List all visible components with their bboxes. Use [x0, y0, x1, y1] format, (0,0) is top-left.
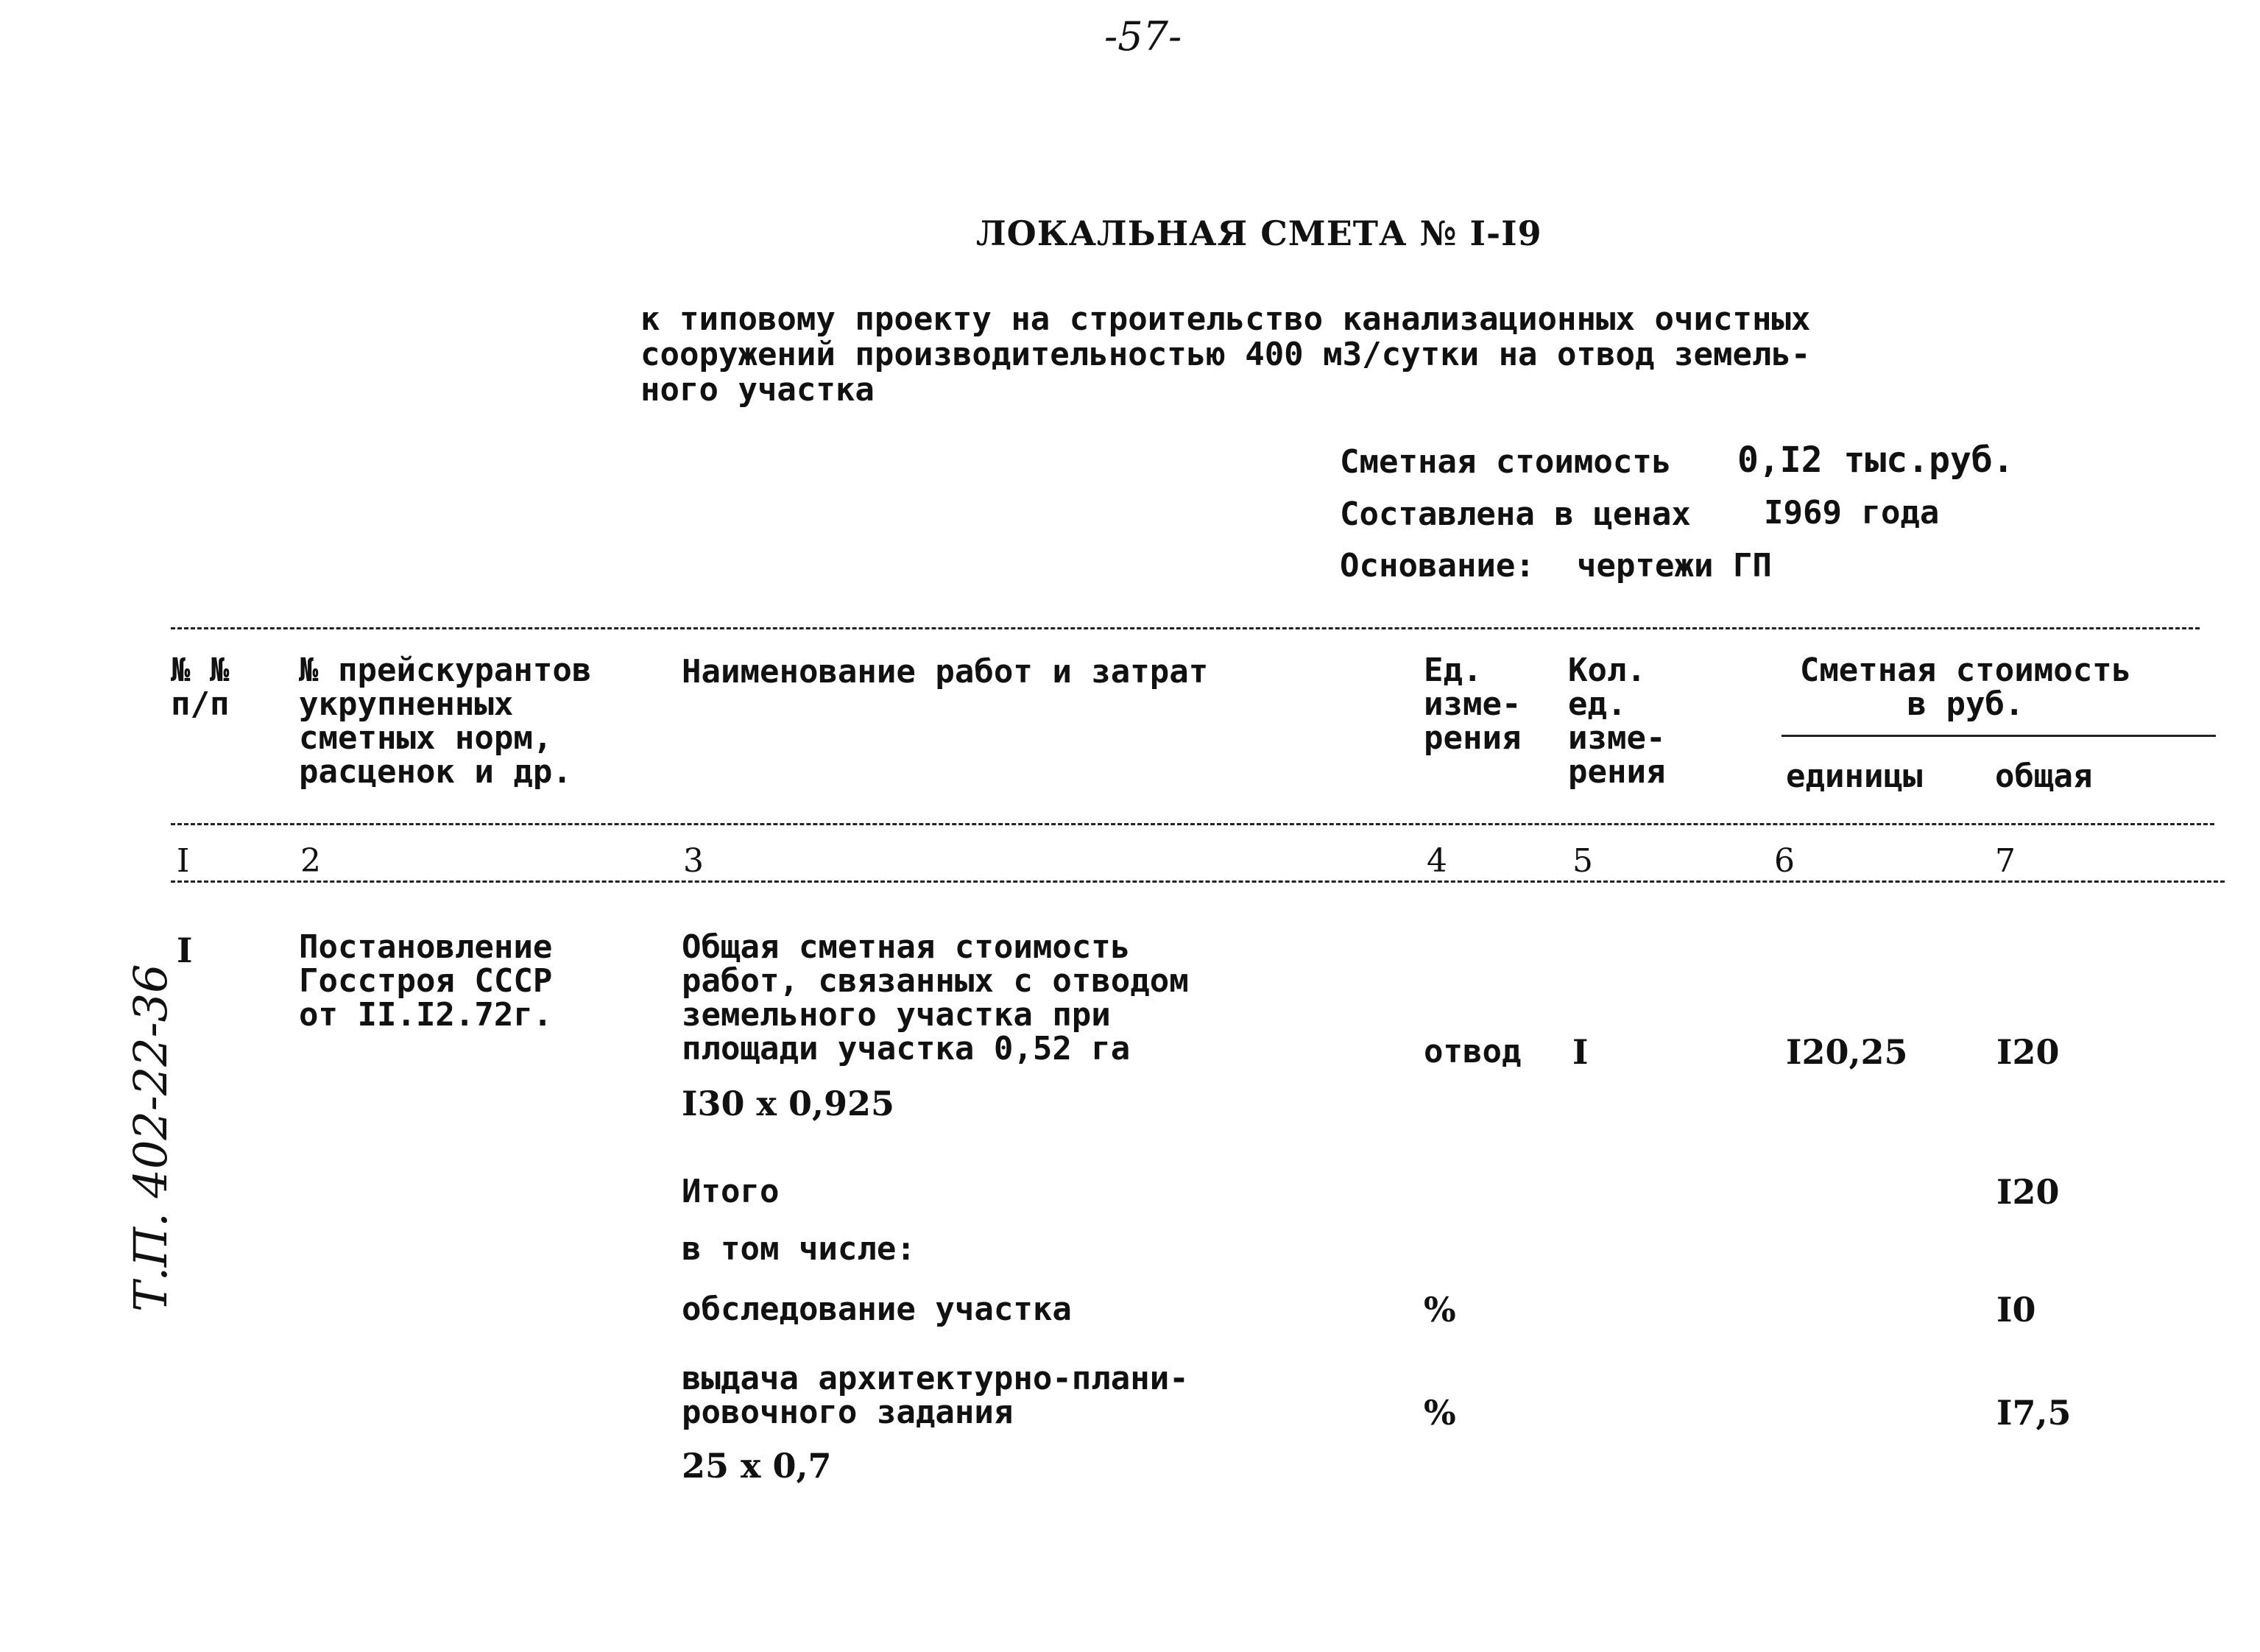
row1-unit-price: I20,25	[1786, 1032, 1908, 1072]
basis-label: Основание:	[1340, 547, 1535, 585]
row1-total: I20	[1996, 1032, 2060, 1072]
row1-unit: отвод	[1424, 1033, 1522, 1070]
header-row-number: № № п/п	[171, 652, 230, 723]
column-number-7: 7	[1995, 842, 2016, 880]
column-number-4: 4	[1427, 842, 1447, 880]
header-bottom-rule	[171, 823, 2214, 825]
column-number-1: I	[177, 842, 190, 880]
cost-label: Сметная стоимость	[1340, 443, 1672, 481]
table-top-rule	[171, 627, 2200, 629]
document-title: ЛОКАЛЬНАЯ СМЕТА № I-I9	[976, 213, 1542, 253]
header-quantity: Кол. ед. изме- рения	[1568, 652, 1666, 791]
including-label: в том числе:	[682, 1230, 916, 1268]
item2-unit: %	[1424, 1393, 1456, 1433]
column-number-5: 5	[1572, 842, 1593, 880]
page-number: -57-	[1104, 13, 1182, 60]
prices-label: Составлена в ценах	[1340, 495, 1691, 533]
column-number-6: 6	[1774, 842, 1795, 880]
header-price-list: № прейскурантов укрупненных сметных норм, расценок и др.	[299, 652, 592, 791]
header-estimated-cost: Сметная стоимость в руб.	[1799, 652, 2132, 723]
side-note: Т.П. 402-22-36	[124, 964, 177, 1312]
row1-formula: I30 х 0,925	[682, 1084, 895, 1123]
row1-description: Общая сметная стоимость работ, связанных с отводом земельного участка при площади участка 0,52 га	[682, 928, 1189, 1067]
basis-value: чертежи ГП	[1577, 547, 1772, 585]
item2-total: I7,5	[1996, 1393, 2072, 1433]
column-number-2: 2	[300, 842, 321, 880]
subtotal-label: Итого	[682, 1173, 780, 1210]
row1-reference: Постановление Госстроя СССР от II.I2.72г.	[299, 928, 553, 1034]
document-subtitle: к типовому проекту на строительство канализационных очистных сооружений производительностью 400 м3/сутки на отвод земель- ного участка	[640, 300, 1811, 409]
subtotal-value: I20	[1996, 1172, 2060, 1212]
header-unit: Ед. изме- рения	[1424, 652, 1522, 757]
item1-unit: %	[1424, 1290, 1456, 1330]
item1-description: обследование участка	[682, 1291, 1072, 1328]
item2-description: выдача архитектурно-плани- ровочного задания	[682, 1360, 1189, 1431]
column-numbers-rule	[171, 880, 2225, 883]
header-unit-price: единицы	[1786, 758, 1923, 795]
row1-number: I	[177, 931, 193, 970]
prices-value: I969 года	[1764, 494, 1940, 532]
item2-formula: 25 х 0,7	[682, 1446, 832, 1486]
header-total: общая	[1995, 758, 2093, 795]
cost-value: 0,I2 тыс.руб.	[1737, 440, 2014, 481]
column-number-3: 3	[683, 842, 704, 880]
header-work-name: Наименование работ и затрат	[682, 653, 1209, 691]
item1-total: I0	[1996, 1290, 2036, 1330]
row1-quantity: I	[1572, 1032, 1589, 1072]
header-cost-divider	[1781, 735, 2216, 737]
